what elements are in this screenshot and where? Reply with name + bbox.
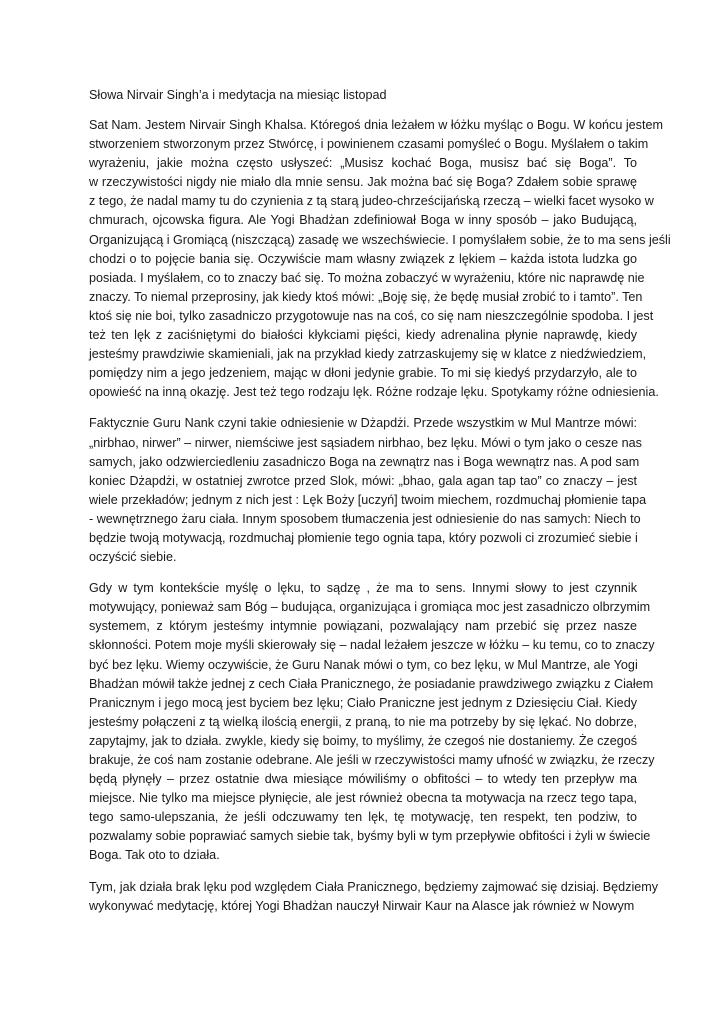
text-line: Sat Nam. Jestem Nirvair Singh Khalsa. Któregoś dnia leżałem w łóżku myśląc o Bogu. W końcu jestem	[89, 118, 663, 132]
text-line: Bhadżan mówił także jednej z cech Ciała Pranicznego, że posiadanie prawdziwego związku z Ciałem	[89, 676, 654, 691]
text-line: samych, jako odzwierciedleniu zasadniczo Boga na zewnątrz nas i Boga wewnątrz nas. A pod sam	[89, 454, 640, 469]
text-line: systemem, z którym jesteśmy intymnie powiązani, pozwalający nam przebić się przez nasze	[89, 619, 637, 634]
paragraph	[89, 116, 671, 402]
text-line: będą płynęły – przez ostatnie dwa miesiące mówiliśmy o obfitości – to wtedy ten przepływ ma	[89, 772, 637, 787]
text-line: Faktycznie Guru Nank czyni takie odniesienie w Dżapdżi. Przede wszystkim w Mul Mantrze mówi:	[89, 416, 637, 431]
text-line: koniec Dżapdżi, w ostatniej zwrotce przed Slok, mówi: „bhao, gala agan tap tao” co znaczy – jest	[89, 473, 637, 488]
text-line: brakuje, że coś nam zostanie odebrane. Ale jeśli w rzeczywistości mamy ufność w związku, że rzeczy	[89, 753, 655, 767]
text-line: opowieść na inną okazję. Jest też tego rodzaju lęk. Różne rodzaje lęku. Spotykamy różne odniesienia.	[89, 385, 659, 400]
text-line: chmurach, ojcowska figura. Ale Yogi Bhadżan zdefiniował Boga w inny sposób – jako Budującą,	[89, 213, 637, 228]
document-title: Słowa Nirvair Singh’a i medytacja na miesiąc listopad	[89, 88, 387, 102]
text-line: pozwalamy sobie poprawiać samych siebie tak, byśmy byli w tym przepływie obfitości i żyli w świecie	[89, 829, 651, 844]
text-line: z tego, że nadal mamy tu do czynienia z tą starą judeo-chrześcijańską rzeczą – wielki facet wysoko w	[89, 194, 654, 209]
text-line: oczyścić siebie.	[89, 550, 177, 565]
text-line: zapytajmy, jak to działa. zwykle, kiedy się boimy, to myślimy, że czegoś nie dostaniemy. Że czegoś	[89, 733, 637, 748]
text-line: jesteśmy połączeni z tą wielką ilością energii, z praną, to nie ma potrzeby by się lękać. No dobrze,	[89, 714, 637, 729]
text-line: być bez lęku. Wiemy oczywiście, że Guru Nanak mówi o tym, co bez lęku, w Mul Mantrze, ale Yogi	[89, 657, 638, 672]
text-line: wiele przekładów; jednym z nich jest : Lęk Boży [uczyń] twoim miechem, rozdmuchaj płomienie tapa	[89, 492, 647, 507]
text-line: miejsce. Nie tylko ma miejsce płynięcie, ale jest również obecna ta motywacja na rzecz tego tapa,	[89, 791, 637, 806]
text-line: Tym, jak działa brak lęku pod względem Ciała Pranicznego, będziemy zajmować się dzisiaj. Będziemy	[89, 879, 659, 894]
text-line: też ten lęk z zaciśniętymi do białości kłykciami pięści, kiedy adrenalina płynie naprawdę, kiedy	[89, 328, 637, 343]
text-line: Gdy w tym kontekście myślę o lęku, to sądzę , że ma to sens. Innymi słowy to jest czynnik	[89, 581, 637, 596]
text-line: posiada. I myślałem, co to znaczy bać się. To można zobaczyć w wyrażeniu, które nic naprawdę nie	[89, 270, 645, 285]
text-line: Boga. Tak oto to działa.	[89, 848, 220, 863]
text-line: tego samo-ulepszania, że jeśli odczuwamy ten lęk, tę motywację, ten respekt, ten podziw, to	[89, 810, 637, 825]
text-line: jesteśmy prawdziwie skamieniali, jak na przykład kiedy zatrzaskujemy się w klatce z niedźwiedziem,	[89, 347, 647, 362]
text-line: motywujący, ponieważ sam Bóg – budująca, organizująca i gromiąca moc jest zasadniczo olbrzymim	[89, 600, 651, 615]
text-line: będzie twoją motywacją, rozdmuchaj płomienie tego ognia tapa, który pozwoli ci zrozumieć siebie i	[89, 530, 638, 545]
paragraph	[89, 414, 647, 567]
text-line: - wewnętrznego żaru ciała. Innym sposobem tłumaczenia jest odniesienie do nas samych: Niech to	[89, 511, 641, 526]
text-line: w rzeczywistości nigdy nie miało dla mnie sensu. Jak można bać się Boga? Zdałem sobie sprawę	[89, 175, 637, 190]
text-line: Pranicznym i jego mocą jest byciem bez lęku; Ciało Praniczne jest jednym z Dziesięciu Ciał. Kiedy	[89, 695, 637, 710]
text-line: pomiędzy nim a jego jedzeniem, mając w dłoni jedynie grabie. To mi się kiedyś przydarzyło, ale to	[89, 366, 637, 381]
paragraph	[89, 579, 655, 865]
text-line: wyrażeniu, jakie można często usłyszeć: „Musisz kochać Boga, musisz bać się Boga”. To	[89, 156, 637, 171]
text-line: chodzi o to pojęcie bania się. Oczywiście mam własny związek z lękiem – każda istota ludzka go	[89, 251, 637, 266]
text-line: wykonywać medytację, której Yogi Bhadżan nauczył Nirwair Kaur na Alasce jak również w Nowym	[89, 898, 635, 913]
text-line: stworzeniem stworzonym przez Stwórcę, i powinienem czasami pomyśleć o Bogu. Myślałem o takim	[89, 137, 649, 152]
paragraph	[89, 878, 659, 916]
document-page	[89, 86, 671, 928]
text-line: skłonności. Potem moje myśli skierowały się – nadal leżałem jeszcze w łóżku – ku temu, co to znaczy	[89, 638, 655, 653]
text-line: znaczy. To niemal przeprosiny, jak kiedy ktoś mówi: „Boję się, że będę musiał zrobić to i tamto”. Ten	[89, 289, 643, 304]
text-line: ktoś się nie boi, tylko zasadniczo przygotowuje nas na coś, co się nam nieszczególnie spodoba. I jest	[89, 308, 654, 323]
text-line: „nirbhao, nirwer” – nirwer, niemściwe jest sąsiadem nirbhao, bez lęku. Mówi o tym jako o cesze nas	[89, 435, 642, 450]
text-line: Organizującą i Gromiącą (niszczącą) zasadę we wszechświecie. I pomyślałem sobie, że to ma sens jeśli	[89, 232, 671, 247]
document-body	[89, 116, 671, 916]
